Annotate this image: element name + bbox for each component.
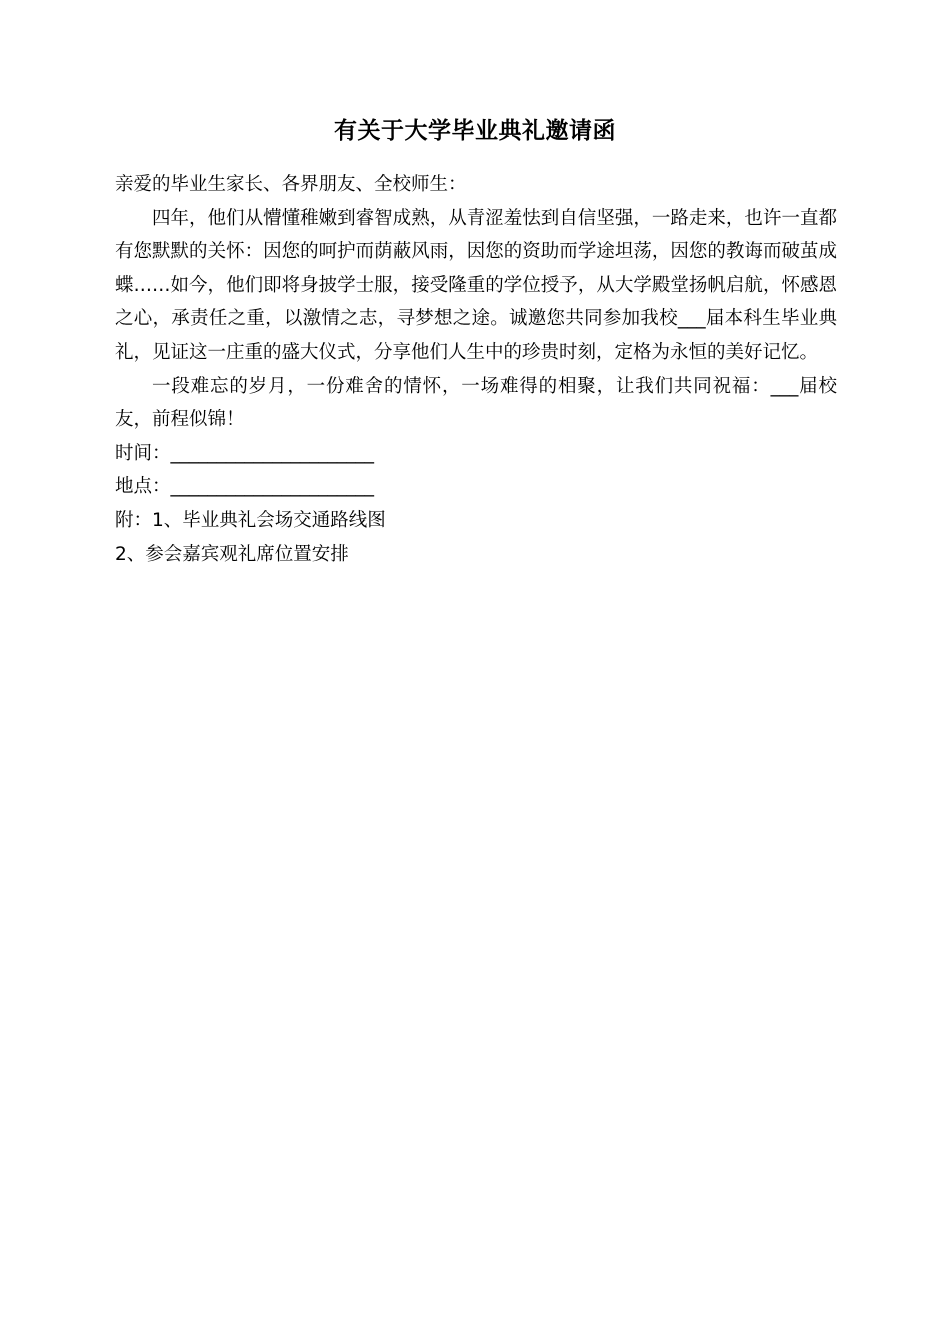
time-field: 时间：______________________ [115, 442, 375, 464]
attachment-item-2: 2、参会嘉宾观礼席位置安排 [115, 543, 349, 565]
page-title: 有关于大学毕业典礼邀请函 [334, 118, 616, 144]
letter-body [115, 168, 837, 571]
paragraph-blessing: 一段难忘的岁月，一份难舍的情怀，一场难得的相聚，让我们共同祝福：___届校友，前程似锦！ [115, 375, 837, 431]
attachment-item-1: 附：1、毕业典礼会场交通路线图 [115, 509, 386, 531]
salutation: 亲爱的毕业生家长、各界朋友、全校师生： [115, 174, 467, 195]
place-field: 地点：______________________ [115, 476, 375, 498]
paragraph-main: 四年，他们从懵懂稚嫩到睿智成熟，从青涩羞怯到自信坚强，一路走来，也许一直都有您默默的关怀：因您的呵护而荫蔽风雨，因您的资助而学途坦荡，因您的教诲而破茧成蝶……如今，他们即将身披学士服，接受隆重的学位授予，从大学殿堂扬帆启航，怀感恩之心，承责任之重，以激情之志，寻梦想之途。诚邀您共同参加我校___届本科生毕业典礼，见证这一庄重的盛大仪式，分享他们人生中的珍贵时刻，定格为永恒的美好记忆。 [115, 207, 837, 363]
